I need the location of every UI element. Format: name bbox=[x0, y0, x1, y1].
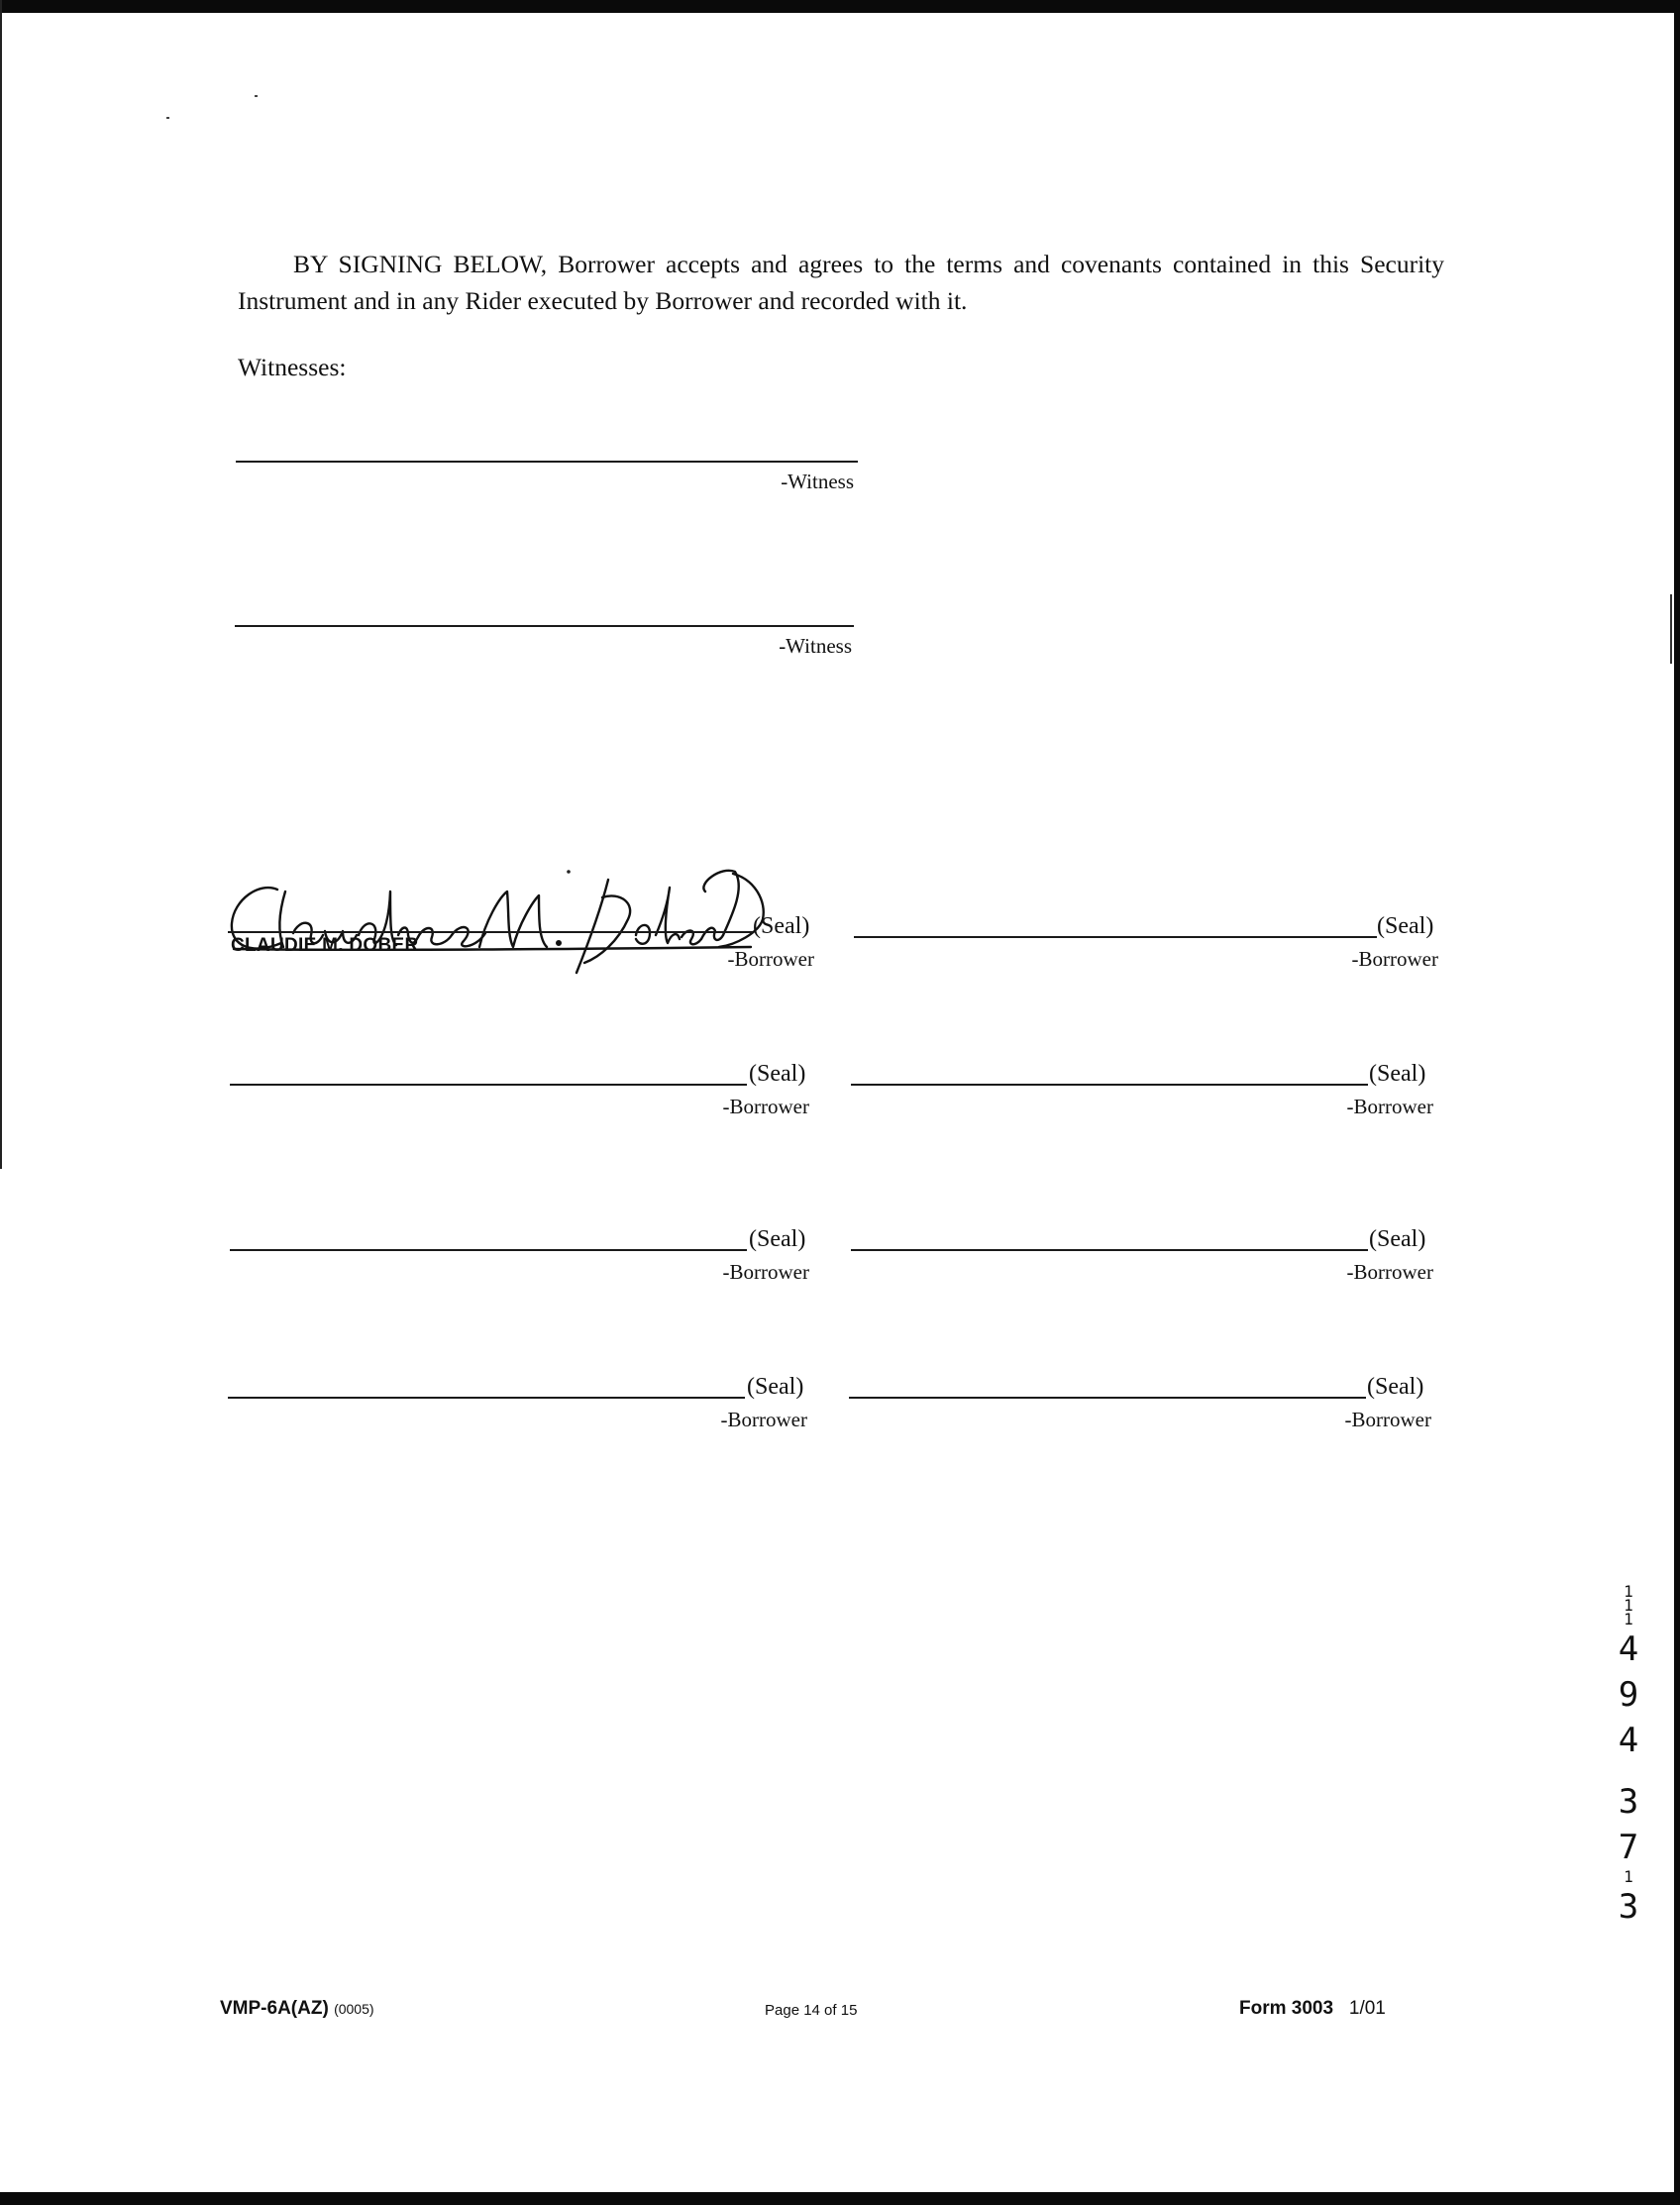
scan-border-top bbox=[0, 0, 1680, 13]
witness-signature-line[interactable] bbox=[235, 625, 854, 627]
borrower-signature-line[interactable] bbox=[849, 1397, 1366, 1399]
form-date: 1/01 bbox=[1348, 1998, 1386, 2019]
stamp-digit: 7 bbox=[1618, 1828, 1639, 1867]
scan-speck bbox=[166, 117, 169, 119]
borrower-printed-name: CLAUDIE M. DOBER bbox=[231, 935, 419, 956]
recording-number-stamp bbox=[1605, 1582, 1652, 1930]
borrower-caption: -Borrower bbox=[1346, 1260, 1433, 1284]
form-code: VMP-6A(AZ) bbox=[220, 1998, 329, 2019]
signing-statement-body: Borrower accepts and agrees to the terms and covenants contained in this Security Instrument and in any Rider executed by Borrower and recorded with it. bbox=[238, 250, 1445, 315]
seal-label: (Seal) bbox=[1369, 1061, 1426, 1087]
stamp-digit: 4 bbox=[1618, 1721, 1639, 1760]
borrower-signature-line[interactable] bbox=[228, 931, 753, 933]
borrower-caption: -Borrower bbox=[1344, 1408, 1431, 1431]
form-code-suffix: (0005) bbox=[334, 2001, 374, 2017]
borrower-caption: -Borrower bbox=[727, 947, 814, 971]
scan-border-right bbox=[1674, 0, 1680, 2205]
borrower-signature-line[interactable] bbox=[851, 1249, 1368, 1251]
borrower-caption: -Borrower bbox=[722, 1260, 809, 1284]
seal-label: (Seal) bbox=[749, 1226, 806, 1252]
scan-edge-left bbox=[0, 0, 2, 1169]
borrower-signature-line[interactable] bbox=[230, 1249, 747, 1251]
scan-border-bottom bbox=[0, 2192, 1680, 2205]
footer-form-number bbox=[1239, 1998, 1386, 2020]
seal-label: (Seal) bbox=[753, 913, 810, 939]
stamp-digit: 9 bbox=[1618, 1675, 1639, 1715]
borrower-signature-line[interactable] bbox=[851, 1084, 1368, 1086]
seal-label: (Seal) bbox=[1369, 1226, 1426, 1252]
footer-page-number: Page 14 of 15 bbox=[765, 2002, 858, 2019]
scan-speck bbox=[255, 95, 258, 97]
borrower-handwritten-signature bbox=[220, 852, 775, 981]
form-label: Form 3003 bbox=[1239, 1998, 1334, 2019]
witnesses-label: Witnesses: bbox=[238, 353, 347, 381]
witness-caption: -Witness bbox=[781, 470, 854, 493]
scan-edge-right-mark bbox=[1670, 594, 1672, 664]
stamp-digit: 3 bbox=[1618, 1887, 1639, 1927]
signing-statement bbox=[238, 246, 1444, 319]
borrower-caption: -Borrower bbox=[722, 1095, 809, 1118]
borrower-signature-line[interactable] bbox=[228, 1397, 745, 1399]
seal-label: (Seal) bbox=[1367, 1374, 1424, 1400]
seal-label: (Seal) bbox=[749, 1061, 806, 1087]
stamp-digit: 3 bbox=[1618, 1782, 1639, 1822]
borrower-signature-line[interactable] bbox=[230, 1084, 747, 1086]
stamp-digit: 1 bbox=[1624, 1596, 1633, 1615]
footer-form-code bbox=[220, 1998, 374, 2020]
borrower-caption: -Borrower bbox=[1351, 947, 1438, 971]
witness-signature-line[interactable] bbox=[236, 461, 858, 463]
seal-label: (Seal) bbox=[747, 1374, 804, 1400]
borrower-caption: -Borrower bbox=[720, 1408, 807, 1431]
borrower-caption: -Borrower bbox=[1346, 1095, 1433, 1118]
borrower-signature-line[interactable] bbox=[854, 936, 1377, 938]
witness-caption: -Witness bbox=[779, 634, 852, 658]
seal-label: (Seal) bbox=[1377, 913, 1434, 939]
stamp-digit: 1 bbox=[1624, 1610, 1633, 1628]
signing-statement-lead: BY SIGNING BELOW, bbox=[293, 250, 548, 278]
stamp-digit: 1 bbox=[1624, 1867, 1633, 1886]
stamp-digit: 1 bbox=[1624, 1582, 1633, 1601]
stamp-digit: 4 bbox=[1618, 1629, 1639, 1669]
